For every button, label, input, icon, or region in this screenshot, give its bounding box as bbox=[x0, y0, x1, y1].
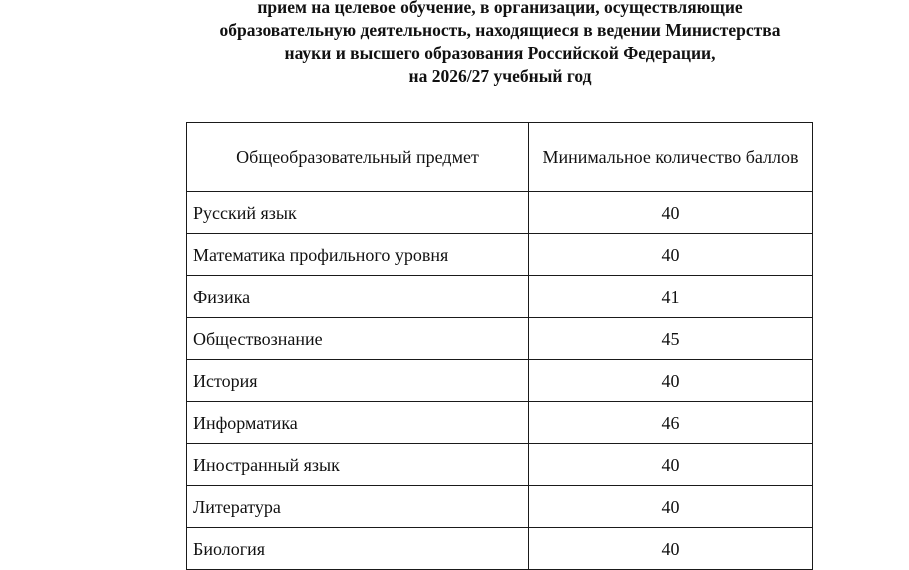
score-cell: 40 bbox=[529, 234, 813, 276]
table-row bbox=[187, 444, 813, 486]
table-row bbox=[187, 486, 813, 528]
table-row bbox=[187, 234, 813, 276]
table-row bbox=[187, 528, 813, 570]
score-cell: 40 bbox=[529, 360, 813, 402]
minimum-scores-table bbox=[186, 122, 813, 570]
table-row bbox=[187, 360, 813, 402]
document-heading bbox=[0, 0, 909, 88]
subject-cell: Информатика bbox=[187, 402, 529, 444]
subject-cell: Литература bbox=[187, 486, 529, 528]
score-cell: 46 bbox=[529, 402, 813, 444]
subject-cell: Иностранный язык bbox=[187, 444, 529, 486]
subject-cell: Обществознание bbox=[187, 318, 529, 360]
table-row bbox=[187, 402, 813, 444]
table-row bbox=[187, 276, 813, 318]
score-cell: 41 bbox=[529, 276, 813, 318]
subject-column-header: Общеобразовательный предмет bbox=[187, 123, 529, 192]
subject-cell: Физика bbox=[187, 276, 529, 318]
subject-cell: Математика профильного уровня bbox=[187, 234, 529, 276]
score-cell: 40 bbox=[529, 192, 813, 234]
score-column-header: Минимальное количество баллов bbox=[529, 123, 813, 192]
table-header-row bbox=[187, 123, 813, 192]
table-row bbox=[187, 318, 813, 360]
score-cell: 40 bbox=[529, 486, 813, 528]
score-cell: 40 bbox=[529, 444, 813, 486]
subject-cell: История bbox=[187, 360, 529, 402]
heading-line: прием на целевое обучение, в организации, осуществляющие bbox=[257, 0, 743, 17]
table-row bbox=[187, 192, 813, 234]
score-cell: 45 bbox=[529, 318, 813, 360]
heading-line: на 2026/27 учебный год bbox=[408, 66, 592, 86]
subject-cell: Русский язык bbox=[187, 192, 529, 234]
score-cell: 40 bbox=[529, 528, 813, 570]
subject-cell: Биология bbox=[187, 528, 529, 570]
heading-line: науки и высшего образования Российской Федерации, bbox=[284, 43, 716, 63]
heading-line: образовательную деятельность, находящиеся в ведении Министерства bbox=[219, 20, 781, 40]
